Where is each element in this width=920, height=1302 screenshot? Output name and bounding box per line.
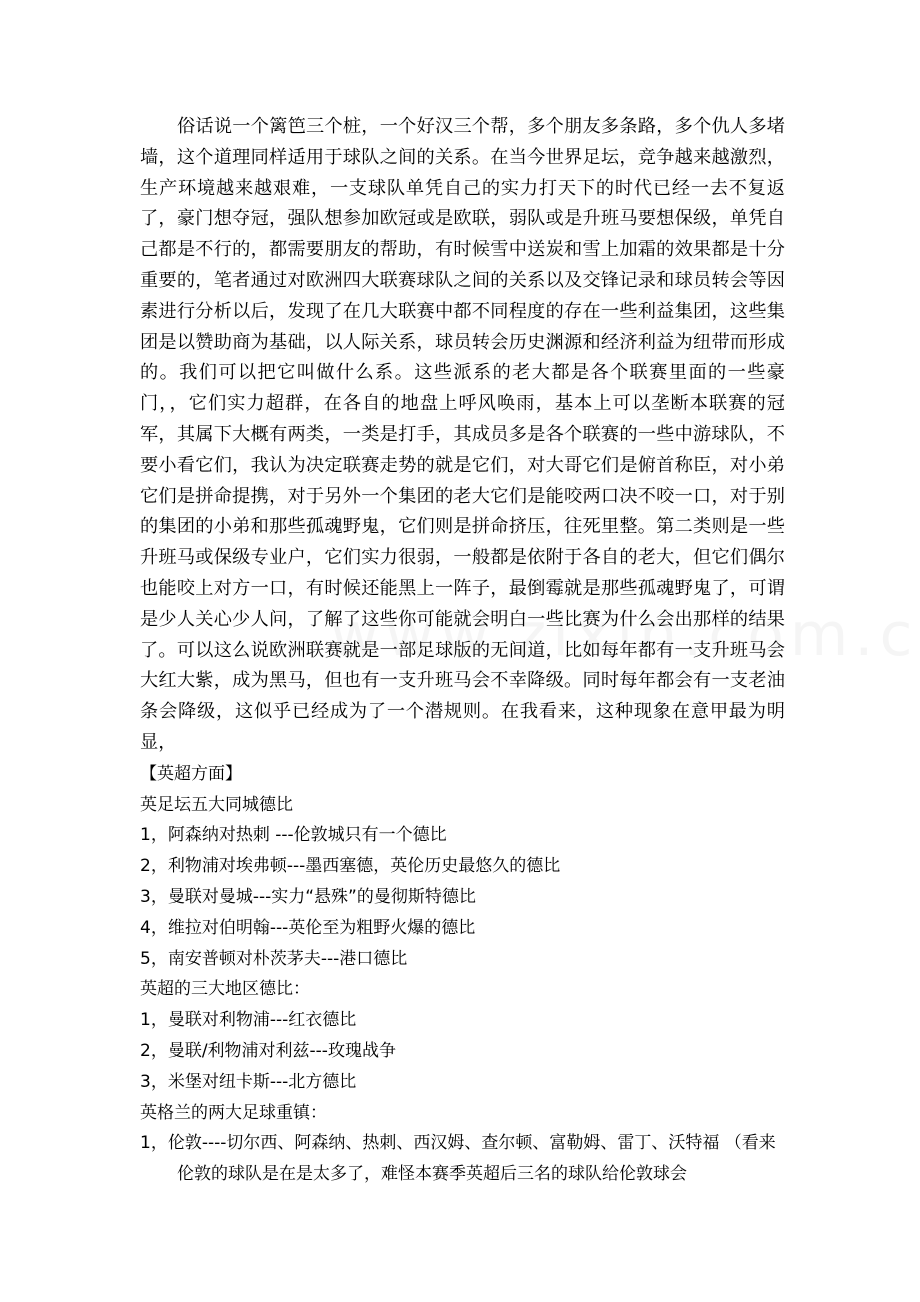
five-derbies-title: 英足坛五大同城德比 (140, 794, 293, 815)
intro-paragraph: 俗话说一个篱笆三个桩，一个好汉三个帮，多个朋友多条路，多个仇人多堵墙，这个道理同样适用于球队之间的关系。在当今世界足坛，竞争越来越激烈，生产环境越来越艰难，一支球队单凭自己的实力打天下的时代已经一去不复返了，豪门想夺冠，强队想参加欧冠或是欧联，弱队或是升班马要想保级，单凭自己都是不行的，都需要朋友的帮助，有时候雪中送炭和雪上加霜的效果都是十分重要的，笔者通过对欧洲四大联赛球队之间的关系以及交锋记录和球员转会等因素进行分析以后，发现了在几大联赛中都不同程度的存在一些利益集团，这些集团是以赞助商为基础，以人际关系，球员转会历史渊源和经济利益为纽带而形成的。我们可以把它叫做什么系。这些派系的老大都是各个联赛里面的一些豪门，，它们实力超群，在各自的地盘上呼风唤雨，基本上可以垄断本联赛的冠军，其属下大概有两类，一类是打手，其成员多是各个联赛的一些中游球队，不要小看它们，我认为决定联赛走势的就是它们，对大哥它们是俯首称臣，对小弟它们是拼命提携，对于另外一个集团的老大它们是能咬两口决不咬一口，对于别的集团的小弟和那些孤魂野鬼，它们则是拼命挤压，往死里整。第二类则是一些升班马或保级专业户，它们实力很弱，一般都是依附于各自的老大，但它们偶尔也能咬上对方一口，有时候还能黑上一阵子，最倒霉就是那些孤魂野鬼了，可谓是少人关心少人问，了解了这些你可能就会明白一些比赛为什么会出那样的结果了。可以这么说欧洲联赛就是一部足球版的无间道，比如每年都有一支升班马会大红大紫，成为黑马，但也有一支升班马会不幸降级。同时每年都会有一支老油条会降级，这似乎已经成为了一个潜规则。在我看来，这种现象在意甲最为明显， (140, 116, 785, 753)
list-item: 1，伦敦----切尔西、阿森纳、热刺、西汉姆、查尔顿、富勒姆、雷丁、沃特福 （看来伦敦的球队是在是太多了，难怪本赛季英超后三名的球队给伦敦球会 (140, 1133, 776, 1185)
list-item: 1，曼联对利物浦---红衣德比 (140, 1010, 357, 1031)
list-item: 4，维拉对伯明翰---英伦至为粗野火爆的德比 (140, 917, 476, 938)
list-item: 5，南安普顿对朴茨茅夫---港口德比 (140, 948, 408, 969)
document-page (140, 112, 785, 1190)
list-item: 3，米堡对纽卡斯---北方德比 (140, 1071, 357, 1092)
regional-derbies-title: 英超的三大地区德比： (140, 979, 310, 1000)
list-item: 2，曼联/利物浦对利兹---玫瑰战争 (140, 1040, 396, 1061)
football-towns-title: 英格兰的两大足球重镇： (140, 1102, 327, 1123)
list-item: 2，利物浦对埃弗顿---墨西塞德，英伦历史最悠久的德比 (140, 856, 561, 877)
list-item: 1，阿森纳对热刺 ---伦敦城只有一个德比 (140, 825, 447, 846)
section-heading: 【英超方面】 (140, 763, 242, 784)
list-item: 3，曼联对曼城---实力“悬殊”的曼彻斯特德比 (140, 886, 476, 907)
